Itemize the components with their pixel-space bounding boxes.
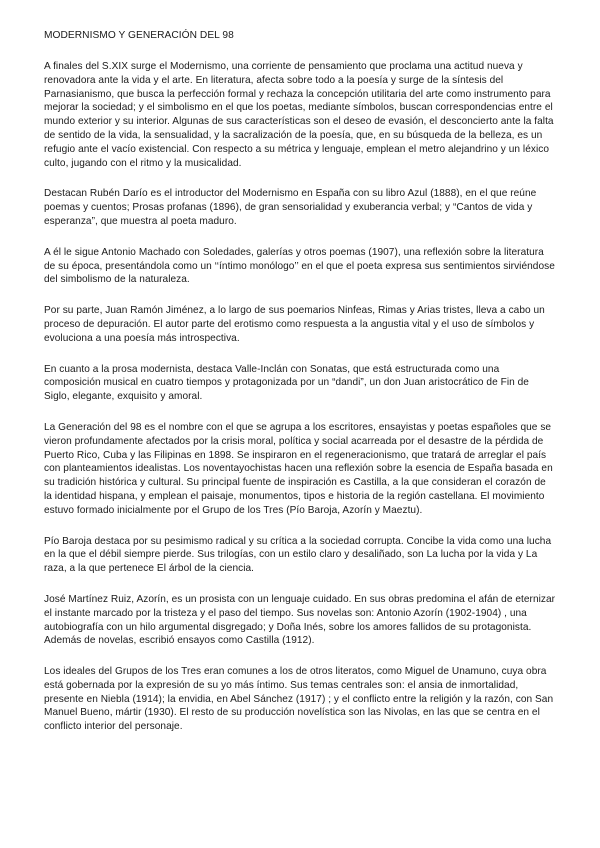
paragraph-ruben-dario: Destacan Rubén Darío es el introductor del Modernismo en España con su libro Azul (1888), en el que reúne poemas y cuentos; Prosas profanas (1896), de gran sensorialidad y exuberancia verbal; y “Cantos de vida y esperanza”, que muestra al poeta maduro. — [44, 188, 537, 227]
paragraph-generacion-98: La Generación del 98 es el nombre con el que se agrupa a los escritores, ensayistas y poetas españoles que se vieron profundamente afectados por la crisis moral, política y social acarreada por el desastre de la pérdida de Puerto Rico, Cuba y las Filipinas en 1898. Se inspiraron en el regeneracionismo, que tratará de arreglar el país con planteamientos idealistas. Los noventayochistas hacen una reflexión sobre la esencia de España basada en su tradición histórica y cultural. Su principal fuente de inspiración es Castilla, a la que consideran el corazón de la identidad hispana, y emplean el paisaje, monumentos, tipos e historia de la región castellana. El movimiento estuvo formado inicialmente por el Grupo de los Tres (Pío Baroja, Azorín y Maeztu). — [44, 421, 553, 516]
paragraph-modernismo-intro: A finales del S.XIX surge el Modernismo, una corriente de pensamiento que proclama una actitud nueva y renovadora ante la vida y el arte. En literatura, afecta sobre todo a la poesía y surge de la síntesis del Parnasianismo, que busca la perfección formal y rechaza la concepción utilitaria del arte como instrumento para mejorar la sociedad; y el simbolismo en el que los poetas, mediante símbolos, buscan correspondencias entre el mundo exterior y su interior. Algunas de sus características son el deseo de evasión, el desconcierto ante la falta de sentido de la vida, la sensualidad, y la sacralización de la poesía, que, en su búsqueda de la belleza, es un refugio ante el vacío existencial. Con respecto a su métrica y lenguaje, emplean el metro alejandrino y un léxico culto, jugando con el ritmo y la musicalidad. — [44, 61, 554, 169]
paragraph-unamuno: Los ideales del Grupos de los Tres eran comunes a los de otros literatos, como Miguel de Unamuno, cuya obra está gobernada por la expresión de su yo más íntimo. Sus temas centrales son: el ansia de inmortalidad, presente en Niebla (1914); la envidia, en Abel Sánchez (1917) ; y el conflicto entre la religión y la razón, con San Manuel Bueno, mártir (1930). El resto de su producción novelística son las Nivolas, en las que se centra en el conflicto interior del personaje. — [44, 666, 554, 733]
paragraph-azorin: José Martínez Ruiz, Azorín, es un prosista con un lenguaje cuidado. En sus obras predomina el afán de eternizar el instante marcado por la tristeza y el paso del tiempo. Sus novelas son: Antonio Azorín (1902-1904) , una autobiografía con un hilo argumental disgregado; y Doña Inés, sobre los amores fallidos de su protagonista. Además de novelas, escribió ensayos como Castilla (1912). — [44, 593, 556, 647]
paragraph-valle-inclan: En cuanto a la prosa modernista, destaca Valle-Inclán con Sonatas, que está estructurada como una composición musical en cuatro tiempos y protagonizada por un “dandi”, un don Juan aristocrático de Fin de Siglo, elegante, exquisito y amoral. — [44, 363, 529, 403]
document-title: MODERNISMO Y GENERACIÓN DEL 98 — [44, 30, 234, 41]
paragraph-pio-baroja: Pío Baroja destaca por su pesimismo radical y su crítica a la sociedad corrupta. Concibe la vida como una lucha en la que el débil siempre pierde. Sus trilogías, con un estilo claro y desaliñado, son La lucha por la vida y La raza, a la que pertenece El árbol de la ciencia. — [44, 535, 552, 575]
paragraph-juan-ramon-jimenez: Por su parte, Juan Ramón Jiménez, a lo largo de sus poemarios Ninfeas, Rimas y Arias tristes, lleva a cabo un proceso de depuración. El autor parte del erotismo como respuesta a la angustia vital y el uso de símbolos y evoluciona a una poesía más introspectiva. — [44, 305, 545, 344]
paragraph-antonio-machado: A él le sigue Antonio Machado con Soledades, galerías y otros poemas (1907), una reflexión sobre la literatura de su época, presentándola como un ‘‘íntimo monólogo’’ en el que el poeta expresa sus sentimientos sirviéndose del simbolismo de la naturaleza. — [44, 246, 555, 286]
